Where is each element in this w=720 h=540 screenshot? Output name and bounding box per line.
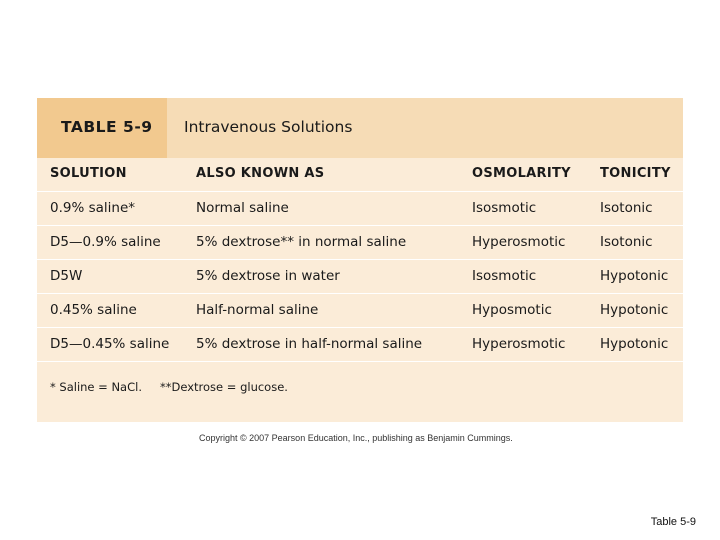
cell-osmolarity: Isosmotic (472, 200, 537, 216)
cell-osmolarity: Hyperosmotic (472, 234, 566, 250)
cell-also-known-as: Normal saline (196, 200, 289, 216)
table-row (37, 328, 683, 362)
table-footnotes (50, 380, 288, 394)
table-label: TABLE 5-9 (61, 118, 153, 136)
slide-caption: Table 5-9 (650, 516, 696, 528)
cell-solution: D5W (50, 268, 83, 284)
cell-osmolarity: Hyposmotic (472, 302, 552, 318)
cell-solution: D5—0.9% saline (50, 234, 161, 250)
table-title: Intravenous Solutions (184, 118, 353, 136)
cell-tonicity: Isotonic (600, 234, 653, 250)
cell-solution: D5—0.45% saline (50, 336, 170, 352)
cell-tonicity: Hypotonic (600, 268, 669, 284)
header-also-known-as: ALSO KNOWN AS (196, 166, 325, 181)
cell-also-known-as: Half-normal saline (196, 302, 319, 318)
table-header-row (37, 158, 683, 192)
header-osmolarity: OSMOLARITY (472, 166, 571, 181)
cell-osmolarity: Isosmotic (472, 268, 537, 284)
cell-also-known-as: 5% dextrose in water (196, 268, 340, 284)
cell-tonicity: Hypotonic (600, 302, 669, 318)
table-row (37, 294, 683, 328)
table-row (37, 260, 683, 294)
table-row (37, 192, 683, 226)
cell-solution: 0.45% saline (50, 302, 137, 318)
footnote-dextrose: **Dextrose = glucose. (160, 380, 288, 394)
table-title-bar (37, 98, 683, 158)
footnote-saline: * Saline = NaCl. (50, 380, 142, 394)
cell-solution: 0.9% saline* (50, 200, 136, 216)
copyright-notice: Copyright © 2007 Pearson Education, Inc., publishing as Benjamin Cummings. (199, 433, 513, 443)
cell-also-known-as: 5% dextrose** in normal saline (196, 234, 407, 250)
table-row (37, 226, 683, 260)
header-tonicity: TONICITY (600, 166, 671, 181)
cell-osmolarity: Hyperosmotic (472, 336, 566, 352)
cell-also-known-as: 5% dextrose in half-normal saline (196, 336, 423, 352)
header-solution: SOLUTION (50, 166, 127, 181)
table-card (37, 98, 683, 422)
cell-tonicity: Isotonic (600, 200, 653, 216)
cell-tonicity: Hypotonic (600, 336, 669, 352)
